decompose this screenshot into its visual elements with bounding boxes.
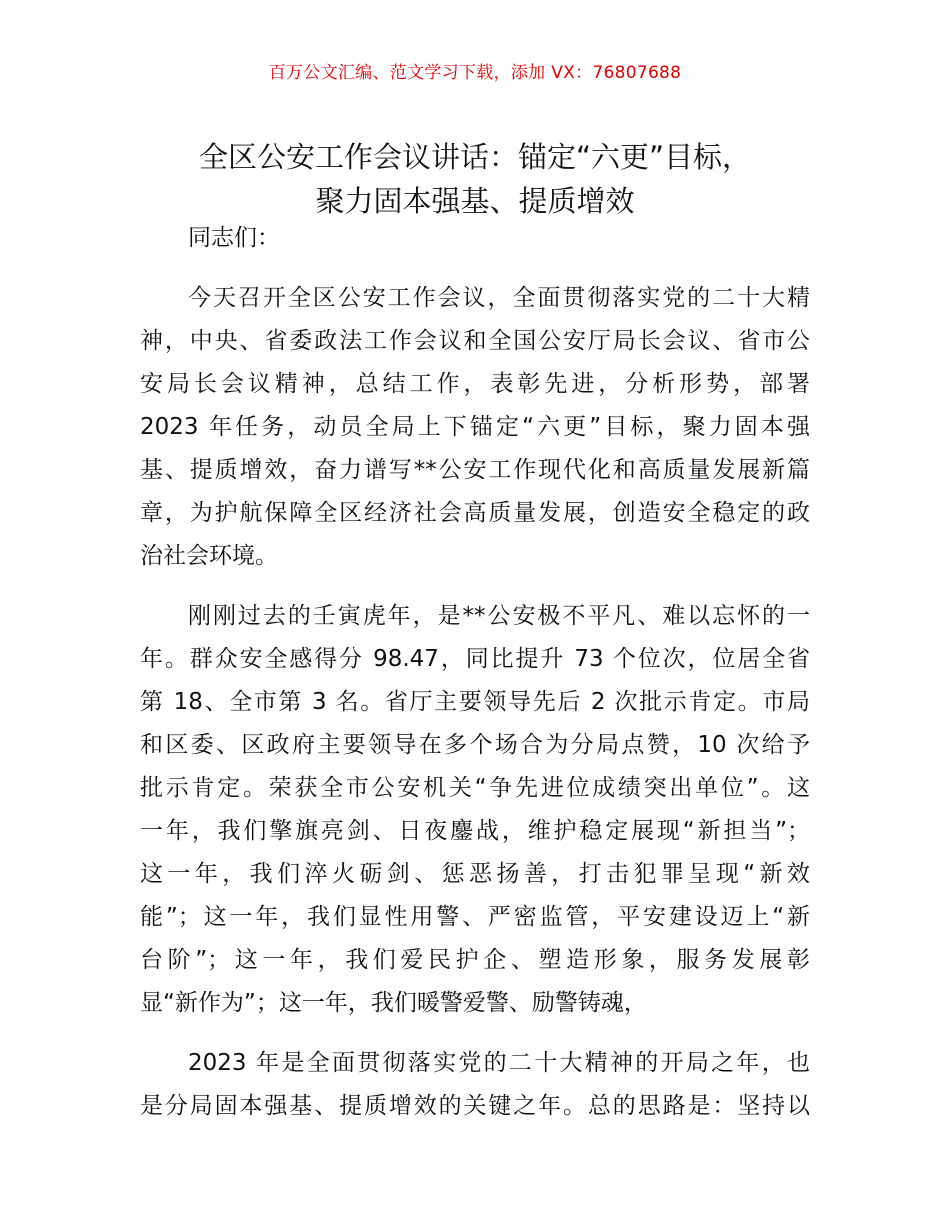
paragraph-line: 是分局固本强基、提质增效的关键之年。总的思路是：坚持以 [140, 1093, 810, 1119]
paragraph-line: 年。群众安全感得分 98.47，同比提升 73 个位次，位居全省 [140, 646, 810, 672]
paragraph-line: 这一年，我们淬火砺剑、惩恶扬善，打击犯罪呈现“新效 [140, 861, 810, 887]
paragraph-1 [140, 277, 810, 578]
paragraph-line: 2023 年任务，动员全局上下锚定“六更”目标，聚力固本强 [140, 414, 810, 440]
paragraph-line: 第 18、全市第 3 名。省厅主要领导先后 2 次批示肯定。市局 [140, 689, 810, 715]
paragraph-2 [140, 595, 810, 1025]
title-line-2: 聚力固本强基、提质增效 [315, 184, 635, 219]
paragraph-3 [140, 1042, 810, 1128]
paragraph-line: 一年，我们擎旗亮剑、日夜鏖战，维护稳定展现“新担当”； [140, 818, 810, 844]
paragraph-line: 批示肯定。荣获全市公安机关“争先进位成绩突出单位”。这 [140, 775, 810, 801]
title-line-1: 全区公安工作会议讲话：锚定“六更”目标， [198, 140, 752, 175]
paragraph-line: 治社会环境。 [140, 543, 278, 569]
paragraph-line: 刚刚过去的壬寅虎年，是**公安极不平凡、难以忘怀的一 [188, 603, 810, 629]
paragraph-line: 台阶”；这一年，我们爱民护企、塑造形象，服务发展彰 [140, 947, 810, 973]
paragraph-line: 基、提质增效，奋力谱写**公安工作现代化和高质量发展新篇 [140, 457, 810, 483]
paragraph-line: 能”；这一年，我们显性用警、严密监管，平安建设迈上“新 [140, 904, 810, 930]
paragraph-line: 神，中央、省委政法工作会议和全国公安厅局长会议、省市公 [140, 328, 810, 354]
paragraph-line: 显“新作为”；这一年，我们暖警爱警、励警铸魂， [140, 990, 647, 1016]
paragraph-line: 章，为护航保障全区经济社会高质量发展，创造安全稳定的政 [140, 500, 810, 526]
salutation: 同志们： [188, 225, 280, 251]
watermark-banner: 百万公文汇编、范文学习下载，添加 VX：76807688 [268, 63, 682, 83]
paragraph-line: 安局长会议精神，总结工作，表彰先进，分析形势，部署 [140, 371, 810, 397]
paragraph-line: 今天召开全区公安工作会议，全面贯彻落实党的二十大精 [188, 285, 810, 311]
document-body [140, 216, 810, 1128]
document-title [120, 135, 830, 223]
paragraph-line: 2023 年是全面贯彻落实党的二十大精神的开局之年，也 [188, 1050, 810, 1076]
paragraph-line: 和区委、区政府主要领导在多个场合为分局点赞，10 次给予 [140, 732, 810, 758]
